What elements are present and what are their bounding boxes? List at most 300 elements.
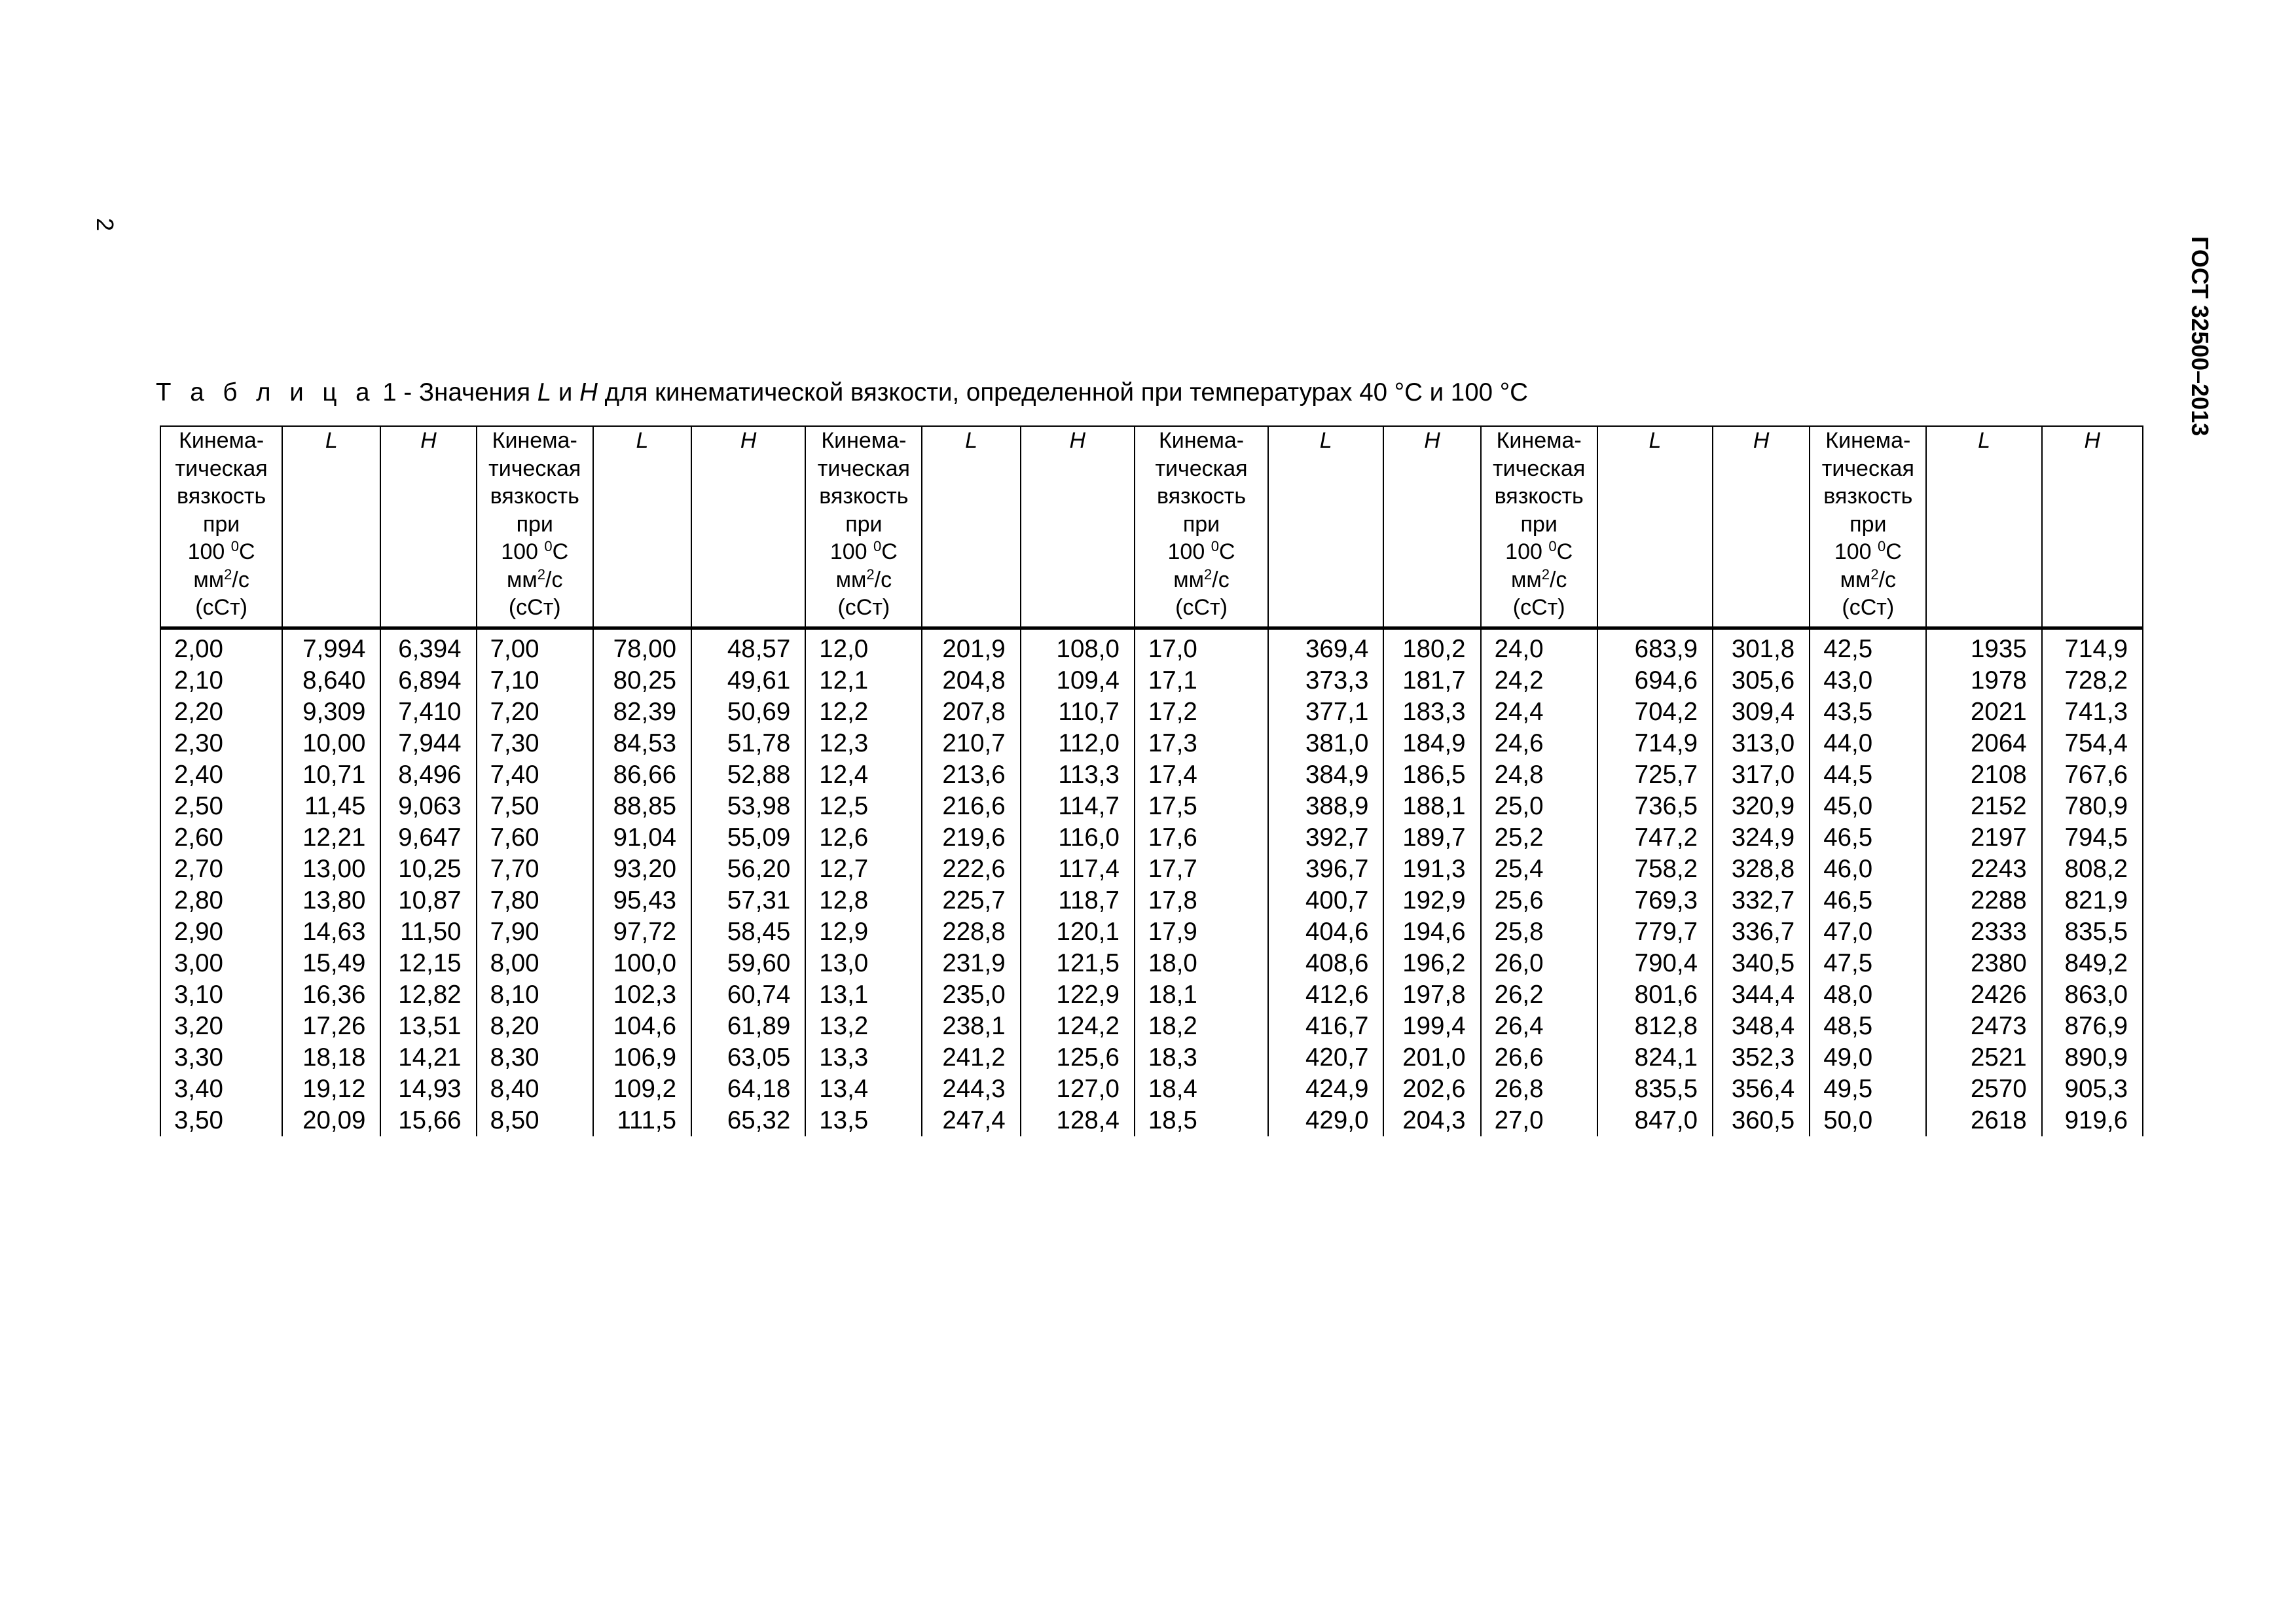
header-viscosity	[1135, 426, 1268, 628]
temp-unit: С	[1556, 539, 1573, 564]
header-viscosity-line: вязкость	[1494, 484, 1584, 509]
cell-h: 356,4	[1713, 1074, 1810, 1105]
cell-viscosity: 2,50	[160, 791, 282, 822]
header-viscosity-line: тическая	[175, 456, 268, 481]
cell-l: 95,43	[593, 885, 691, 916]
cell-h: 65,32	[691, 1105, 805, 1136]
header-h: H	[380, 426, 476, 628]
cell-h: 741,3	[2042, 696, 2143, 728]
table-row	[160, 979, 2143, 1011]
cell-viscosity: 17,4	[1135, 759, 1268, 791]
cell-viscosity: 13,5	[805, 1105, 922, 1136]
header-temperature	[1168, 539, 1235, 564]
cell-h: 313,0	[1713, 728, 1810, 759]
cell-h: 202,6	[1383, 1074, 1480, 1105]
cell-l: 18,18	[282, 1042, 380, 1074]
cell-l: 779,7	[1597, 916, 1713, 948]
cell-h: 808,2	[2042, 854, 2143, 885]
cell-viscosity: 2,60	[160, 822, 282, 854]
cell-viscosity: 12,3	[805, 728, 922, 759]
cell-l: 19,12	[282, 1074, 380, 1105]
header-temperature	[501, 539, 568, 564]
cell-viscosity: 43,5	[1810, 696, 1926, 728]
cell-l: 207,8	[922, 696, 1020, 728]
cell-h: 14,21	[380, 1042, 476, 1074]
temp-unit: С	[552, 539, 569, 564]
header-h: H	[1713, 426, 1810, 628]
cell-viscosity: 25,2	[1481, 822, 1597, 854]
cell-h: 188,1	[1383, 791, 1480, 822]
cell-viscosity: 7,90	[477, 916, 593, 948]
cell-l: 241,2	[922, 1042, 1020, 1074]
caption-l-symbol: L	[537, 378, 552, 406]
cell-viscosity: 49,5	[1810, 1074, 1926, 1105]
cell-h: 835,5	[2042, 916, 2143, 948]
cell-l: 111,5	[593, 1105, 691, 1136]
cell-h: 6,894	[380, 665, 476, 696]
unit-base: мм	[507, 567, 538, 592]
header-unit-alt: (сСт)	[837, 595, 890, 620]
cell-l: 13,00	[282, 854, 380, 885]
header-unit	[1840, 568, 1896, 592]
cell-h: 58,45	[691, 916, 805, 948]
cell-l: 396,7	[1268, 854, 1383, 885]
header-unit	[193, 568, 249, 592]
cell-viscosity: 26,0	[1481, 948, 1597, 979]
cell-viscosity: 17,6	[1135, 822, 1268, 854]
cell-l: 213,6	[922, 759, 1020, 791]
cell-h: 320,9	[1713, 791, 1810, 822]
cell-viscosity: 3,30	[160, 1042, 282, 1074]
cell-viscosity: 12,0	[805, 628, 922, 666]
cell-h: 48,57	[691, 628, 805, 666]
cell-viscosity: 7,20	[477, 696, 593, 728]
cell-viscosity: 3,10	[160, 979, 282, 1011]
header-unit-alt: (сСт)	[1512, 595, 1565, 620]
cell-viscosity: 12,4	[805, 759, 922, 791]
cell-viscosity: 17,2	[1135, 696, 1268, 728]
cell-h: 196,2	[1383, 948, 1480, 979]
temp-value: 100	[1167, 539, 1205, 564]
cell-viscosity: 17,1	[1135, 665, 1268, 696]
cell-h: 328,8	[1713, 854, 1810, 885]
header-viscosity-line: Кинема-	[821, 428, 907, 453]
cell-h: 204,3	[1383, 1105, 1480, 1136]
cell-viscosity: 8,30	[477, 1042, 593, 1074]
cell-h: 124,2	[1021, 1011, 1135, 1042]
cell-l: 12,21	[282, 822, 380, 854]
cell-viscosity: 25,4	[1481, 854, 1597, 885]
cell-l: 13,80	[282, 885, 380, 916]
header-unit	[1511, 568, 1567, 592]
cell-viscosity: 12,5	[805, 791, 922, 822]
cell-l: 683,9	[1597, 628, 1713, 666]
unit-power: 2	[866, 566, 875, 583]
cell-viscosity: 49,0	[1810, 1042, 1926, 1074]
cell-h: 114,7	[1021, 791, 1135, 822]
cell-viscosity: 24,4	[1481, 696, 1597, 728]
cell-h: 181,7	[1383, 665, 1480, 696]
cell-viscosity: 2,30	[160, 728, 282, 759]
cell-l: 88,85	[593, 791, 691, 822]
table-row	[160, 628, 2143, 666]
cell-h: 186,5	[1383, 759, 1480, 791]
cell-h: 12,82	[380, 979, 476, 1011]
cell-h: 112,0	[1021, 728, 1135, 759]
temp-value: 100	[501, 539, 538, 564]
cell-l: 14,63	[282, 916, 380, 948]
cell-l: 2197	[1926, 822, 2041, 854]
cell-l: 2618	[1926, 1105, 2041, 1136]
cell-h: 60,74	[691, 979, 805, 1011]
cell-viscosity: 13,2	[805, 1011, 922, 1042]
cell-l: 704,2	[1597, 696, 1713, 728]
unit-power: 2	[224, 566, 232, 583]
header-viscosity	[1481, 426, 1597, 628]
cell-l: 2380	[1926, 948, 2041, 979]
temp-degree: 0	[873, 538, 882, 554]
cell-viscosity: 2,40	[160, 759, 282, 791]
header-viscosity-line: Кинема-	[1825, 428, 1911, 453]
header-l: L	[593, 426, 691, 628]
cell-h: 6,394	[380, 628, 476, 666]
table-row	[160, 948, 2143, 979]
document-code: ГОСТ 32500–2013	[2187, 236, 2214, 437]
unit-power: 2	[1870, 566, 1879, 583]
cell-viscosity: 50,0	[1810, 1105, 1926, 1136]
cell-viscosity: 7,00	[477, 628, 593, 666]
cell-viscosity: 27,0	[1481, 1105, 1597, 1136]
header-l: L	[282, 426, 380, 628]
cell-viscosity: 12,6	[805, 822, 922, 854]
cell-viscosity: 26,8	[1481, 1074, 1597, 1105]
cell-l: 104,6	[593, 1011, 691, 1042]
cell-l: 769,3	[1597, 885, 1713, 916]
cell-l: 247,4	[922, 1105, 1020, 1136]
cell-l: 714,9	[1597, 728, 1713, 759]
header-h: H	[2042, 426, 2143, 628]
table-row	[160, 822, 2143, 854]
cell-h: 61,89	[691, 1011, 805, 1042]
cell-h: 754,4	[2042, 728, 2143, 759]
cell-l: 16,36	[282, 979, 380, 1011]
cell-h: 15,66	[380, 1105, 476, 1136]
cell-viscosity: 13,4	[805, 1074, 922, 1105]
cell-l: 824,1	[1597, 1042, 1713, 1074]
cell-viscosity: 13,1	[805, 979, 922, 1011]
cell-viscosity: 2,90	[160, 916, 282, 948]
cell-viscosity: 7,70	[477, 854, 593, 885]
header-viscosity	[805, 426, 922, 628]
cell-viscosity: 25,0	[1481, 791, 1597, 822]
cell-l: 20,09	[282, 1105, 380, 1136]
cell-h: 890,9	[2042, 1042, 2143, 1074]
cell-viscosity: 8,50	[477, 1105, 593, 1136]
cell-h: 183,3	[1383, 696, 1480, 728]
header-h: H	[691, 426, 805, 628]
cell-h: 336,7	[1713, 916, 1810, 948]
cell-l: 222,6	[922, 854, 1020, 885]
cell-h: 344,4	[1713, 979, 1810, 1011]
cell-viscosity: 7,50	[477, 791, 593, 822]
cell-viscosity: 46,5	[1810, 822, 1926, 854]
cell-viscosity: 17,0	[1135, 628, 1268, 666]
cell-l: 219,6	[922, 822, 1020, 854]
cell-h: 780,9	[2042, 791, 2143, 822]
cell-viscosity: 44,5	[1810, 759, 1926, 791]
unit-rest: /с	[232, 567, 249, 592]
cell-h: 64,18	[691, 1074, 805, 1105]
cell-l: 377,1	[1268, 696, 1383, 728]
cell-l: 100,0	[593, 948, 691, 979]
cell-viscosity: 3,00	[160, 948, 282, 979]
cell-h: 317,0	[1713, 759, 1810, 791]
temp-unit: С	[1886, 539, 1902, 564]
cell-viscosity: 42,5	[1810, 628, 1926, 666]
cell-h: 305,6	[1713, 665, 1810, 696]
cell-viscosity: 24,8	[1481, 759, 1597, 791]
cell-h: 121,5	[1021, 948, 1135, 979]
cell-l: 373,3	[1268, 665, 1383, 696]
cell-h: 63,05	[691, 1042, 805, 1074]
cell-h: 10,87	[380, 885, 476, 916]
caption-h-symbol: H	[579, 378, 598, 406]
cell-l: 11,45	[282, 791, 380, 822]
cell-l: 2333	[1926, 916, 2041, 948]
cell-l: 2021	[1926, 696, 2041, 728]
cell-viscosity: 12,9	[805, 916, 922, 948]
cell-l: 2243	[1926, 854, 2041, 885]
cell-viscosity: 18,3	[1135, 1042, 1268, 1074]
cell-l: 225,7	[922, 885, 1020, 916]
cell-h: 13,51	[380, 1011, 476, 1042]
cell-h: 113,3	[1021, 759, 1135, 791]
unit-power: 2	[1204, 566, 1212, 583]
unit-base: мм	[835, 567, 867, 592]
table-row	[160, 885, 2143, 916]
cell-l: 2473	[1926, 1011, 2041, 1042]
unit-rest: /с	[1549, 567, 1567, 592]
cell-h: 8,496	[380, 759, 476, 791]
cell-viscosity: 25,8	[1481, 916, 1597, 948]
header-viscosity-line: тическая	[817, 456, 910, 481]
cell-viscosity: 2,10	[160, 665, 282, 696]
cell-viscosity: 13,3	[805, 1042, 922, 1074]
cell-viscosity: 46,0	[1810, 854, 1926, 885]
cell-l: 369,4	[1268, 628, 1383, 666]
cell-l: 758,2	[1597, 854, 1713, 885]
cell-viscosity: 7,10	[477, 665, 593, 696]
cell-viscosity: 7,60	[477, 822, 593, 854]
cell-h: 108,0	[1021, 628, 1135, 666]
cell-h: 876,9	[2042, 1011, 2143, 1042]
header-temperature	[1834, 539, 1902, 564]
header-temperature	[1505, 539, 1573, 564]
cell-viscosity: 17,3	[1135, 728, 1268, 759]
table-row	[160, 854, 2143, 885]
cell-l: 725,7	[1597, 759, 1713, 791]
cell-h: 714,9	[2042, 628, 2143, 666]
cell-l: 80,25	[593, 665, 691, 696]
unit-power: 2	[537, 566, 545, 583]
header-viscosity-line: Кинема-	[1158, 428, 1245, 453]
cell-l: 694,6	[1597, 665, 1713, 696]
cell-l: 412,6	[1268, 979, 1383, 1011]
header-viscosity-line: при	[845, 511, 883, 537]
cell-viscosity: 2,00	[160, 628, 282, 666]
cell-h: 51,78	[691, 728, 805, 759]
cell-l: 1978	[1926, 665, 2041, 696]
header-l: L	[1597, 426, 1713, 628]
table-header-row	[160, 426, 2143, 628]
cell-l: 801,6	[1597, 979, 1713, 1011]
cell-h: 184,9	[1383, 728, 1480, 759]
cell-l: 244,3	[922, 1074, 1020, 1105]
table-row	[160, 791, 2143, 822]
cell-viscosity: 26,4	[1481, 1011, 1597, 1042]
header-viscosity-line: Кинема-	[179, 428, 264, 453]
cell-viscosity: 8,00	[477, 948, 593, 979]
header-temperature	[830, 539, 898, 564]
cell-viscosity: 18,4	[1135, 1074, 1268, 1105]
cell-l: 7,994	[282, 628, 380, 666]
table-row	[160, 1042, 2143, 1074]
cell-viscosity: 13,0	[805, 948, 922, 979]
cell-viscosity: 12,2	[805, 696, 922, 728]
cell-viscosity: 2,80	[160, 885, 282, 916]
header-unit-alt: (сСт)	[195, 595, 247, 620]
header-viscosity-line: тическая	[1821, 456, 1914, 481]
header-l: L	[1268, 426, 1383, 628]
cell-h: 309,4	[1713, 696, 1810, 728]
cell-l: 2570	[1926, 1074, 2041, 1105]
table-row	[160, 916, 2143, 948]
cell-h: 180,2	[1383, 628, 1480, 666]
temp-value: 100	[187, 539, 225, 564]
cell-viscosity: 7,80	[477, 885, 593, 916]
header-l: L	[922, 426, 1020, 628]
cell-viscosity: 18,5	[1135, 1105, 1268, 1136]
cell-l: 109,2	[593, 1074, 691, 1105]
cell-l: 790,4	[1597, 948, 1713, 979]
header-l: L	[1926, 426, 2041, 628]
cell-h: 728,2	[2042, 665, 2143, 696]
temp-value: 100	[1505, 539, 1542, 564]
cell-l: 210,7	[922, 728, 1020, 759]
unit-base: мм	[1510, 567, 1542, 592]
cell-viscosity: 18,1	[1135, 979, 1268, 1011]
cell-h: 191,3	[1383, 854, 1480, 885]
header-viscosity-line: Кинема-	[492, 428, 577, 453]
viscosity-table	[160, 425, 2143, 1136]
header-unit	[836, 568, 892, 592]
cell-h: 821,9	[2042, 885, 2143, 916]
cell-l: 82,39	[593, 696, 691, 728]
caption-text-1: - Значения	[396, 378, 538, 406]
table-row	[160, 696, 2143, 728]
cell-viscosity: 7,30	[477, 728, 593, 759]
caption-and: и	[551, 378, 580, 406]
table-row	[160, 728, 2143, 759]
cell-viscosity: 3,40	[160, 1074, 282, 1105]
header-unit	[1173, 568, 1229, 592]
cell-l: 228,8	[922, 916, 1020, 948]
header-h: H	[1383, 426, 1480, 628]
cell-h: 127,0	[1021, 1074, 1135, 1105]
unit-base: мм	[1173, 567, 1205, 592]
caption-prefix: Т а б л и ц а	[156, 378, 376, 406]
caption-number: 1	[382, 378, 397, 406]
table-row	[160, 1105, 2143, 1136]
cell-h: 109,4	[1021, 665, 1135, 696]
cell-l: 736,5	[1597, 791, 1713, 822]
cell-viscosity: 2,20	[160, 696, 282, 728]
header-viscosity-line: тическая	[488, 456, 581, 481]
header-viscosity	[1810, 426, 1926, 628]
cell-l: 10,00	[282, 728, 380, 759]
cell-l: 97,72	[593, 916, 691, 948]
header-viscosity	[160, 426, 282, 628]
cell-viscosity: 26,2	[1481, 979, 1597, 1011]
cell-viscosity: 2,70	[160, 854, 282, 885]
unit-rest: /с	[1878, 567, 1897, 592]
cell-l: 216,6	[922, 791, 1020, 822]
cell-l: 204,8	[922, 665, 1020, 696]
cell-l: 847,0	[1597, 1105, 1713, 1136]
cell-l: 238,1	[922, 1011, 1020, 1042]
cell-l: 93,20	[593, 854, 691, 885]
cell-h: 10,25	[380, 854, 476, 885]
cell-l: 747,2	[1597, 822, 1713, 854]
temp-value: 100	[1834, 539, 1872, 564]
cell-h: 128,4	[1021, 1105, 1135, 1136]
cell-viscosity: 26,6	[1481, 1042, 1597, 1074]
cell-viscosity: 8,40	[477, 1074, 593, 1105]
cell-l: 2521	[1926, 1042, 2041, 1074]
header-unit-alt: (сСт)	[1175, 595, 1228, 620]
cell-l: 231,9	[922, 948, 1020, 979]
cell-l: 2426	[1926, 979, 2041, 1011]
cell-l: 429,0	[1268, 1105, 1383, 1136]
cell-h: 14,93	[380, 1074, 476, 1105]
cell-l: 416,7	[1268, 1011, 1383, 1042]
cell-l: 8,640	[282, 665, 380, 696]
temp-value: 100	[829, 539, 867, 564]
cell-h: 7,410	[380, 696, 476, 728]
cell-viscosity: 46,5	[1810, 885, 1926, 916]
header-viscosity-line: вязкость	[177, 484, 266, 509]
cell-l: 424,9	[1268, 1074, 1383, 1105]
cell-h: 110,7	[1021, 696, 1135, 728]
cell-viscosity: 45,0	[1810, 791, 1926, 822]
cell-h: 352,3	[1713, 1042, 1810, 1074]
cell-viscosity: 3,20	[160, 1011, 282, 1042]
cell-h: 56,20	[691, 854, 805, 885]
cell-viscosity: 25,6	[1481, 885, 1597, 916]
temp-degree: 0	[230, 538, 240, 554]
cell-l: 84,53	[593, 728, 691, 759]
cell-h: 849,2	[2042, 948, 2143, 979]
cell-l: 404,6	[1268, 916, 1383, 948]
cell-l: 10,71	[282, 759, 380, 791]
cell-h: 194,6	[1383, 916, 1480, 948]
cell-h: 59,60	[691, 948, 805, 979]
cell-l: 102,3	[593, 979, 691, 1011]
cell-h: 116,0	[1021, 822, 1135, 854]
table-row	[160, 1011, 2143, 1042]
cell-l: 384,9	[1268, 759, 1383, 791]
cell-h: 120,1	[1021, 916, 1135, 948]
